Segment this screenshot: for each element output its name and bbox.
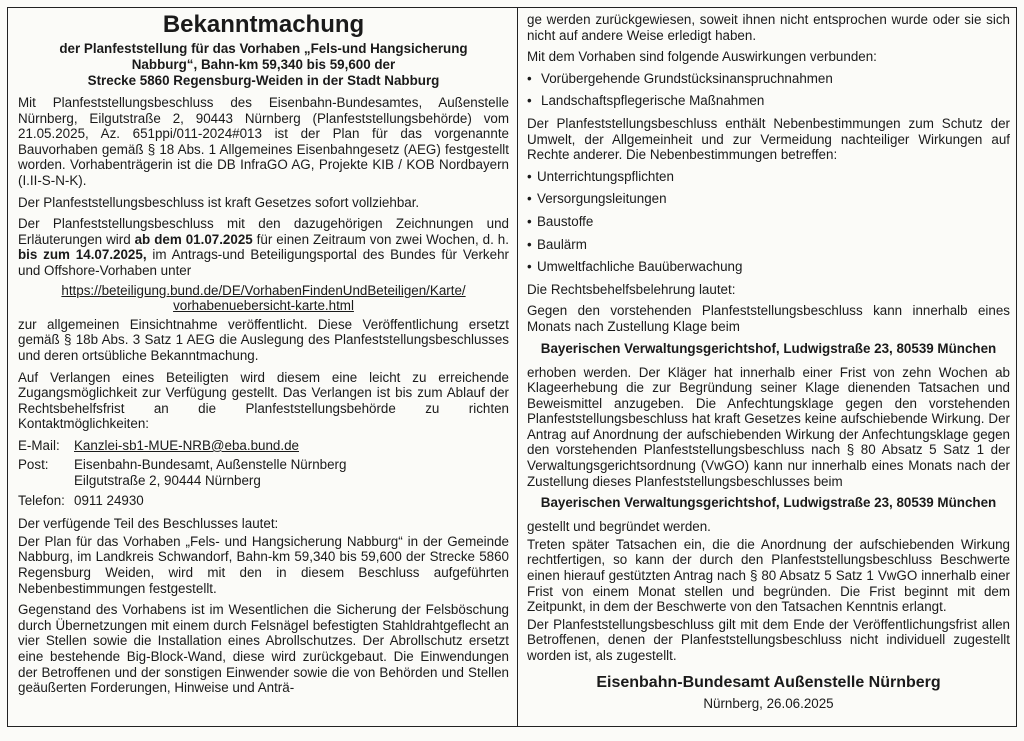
list-item: • Baustoffe: [527, 213, 594, 229]
end-date: bis zum 14.07.2025,: [18, 247, 147, 263]
email-link[interactable]: Kanzlei-sb1-MUE-NRB@eba.bund.de: [74, 437, 299, 453]
paragraph-provisions-intro: Der Planfeststellungsbeschluss enthält Nebenbestimmungen zum Schutz der Umwelt, der Allgemeinheit und zur Vermeidung nachteiliger Wirkungen auf Rechte anderer. Die Nebenbestimmungen betreffen:: [527, 115, 1010, 163]
paragraph-operative-intro: Der verfügende Teil des Beschlusses lautet:: [18, 516, 279, 532]
list-item: • Vorübergehende Grundstücksinanspruchnahmen: [527, 70, 833, 86]
notice-subtitle: [18, 41, 509, 89]
paragraph-effects-intro: Mit dem Vorhaben sind folgende Auswirkungen verbunden:: [527, 49, 877, 65]
phone-label: Telefon:: [18, 492, 65, 508]
authority-signature: Eisenbahn-Bundesamt Außenstelle Nürnberg: [596, 673, 941, 691]
paragraph-filed: gestellt und begründet werden.: [527, 519, 711, 535]
paragraph-project-subject: Gegenstand des Vorhabens ist im Wesentlichen die Sicherung der Felsböschung durch Übernetzungen mit einem durch Felsnägel befestigten Stahldrahtgeflecht an vier Stellen sowie die Installation eines Abrollschutzes. Der Abrollschutz ersetzt eine bestehende Big-Block-Wand, diese wird zurückgebaut. Die Einwendungen der Betroffenen und der sonstigen Einwender sowie die von Behörden und Stellen geäußerten Forderungen, Hinweise und Anträ-: [18, 602, 509, 696]
paragraph-lawsuit: Gegen den vorstehenden Planfeststellungsbeschluss kann innerhalb eines Monats nach Zustellung Klage beim: [527, 303, 1010, 334]
post-address: Eisenbahn-Bundesamt, Außenstelle Nürnberg Eilgutstraße 2, 90444 Nürnberg: [74, 457, 347, 489]
paragraph-access-request: Auf Verlangen eines Beteiligten wird diesem eine leicht zu erreichende Zugangsmöglichkeit zur Verfügung gestellt. Das Verlangen ist bis zum Ablauf der Rechtsbehelfsfrist an die Planfeststellungsbehörde zu richten Kontaktmöglichkeiten:: [18, 369, 509, 432]
paragraph-legal-remedy-intro: Die Rechtsbehelfsbelehrung lautet:: [527, 281, 736, 297]
paragraph-objections: ge werden zurückgewiesen, soweit ihnen nicht entsprochen wurde oder sie sich nicht auf andere Weise erledigt haben.: [527, 12, 1010, 43]
contact-table: [18, 438, 346, 512]
notice-title: Bekanntmachung: [162, 11, 365, 38]
paragraph-deemed-served: Der Planfeststellungsbeschluss gilt mit dem Ende der Veröffentlichungsfrist allen Betroffenen, denen der Planfeststellungsbeschluss nicht individuell zugestellt worden ist, als zugestellt.: [527, 616, 1010, 663]
list-item: • Umweltfachliche Bauüberwachung: [527, 259, 743, 275]
list-item: • Unterrichtungspflichten: [527, 168, 674, 184]
paragraph-later-facts: Treten später Tatsachen ein, die die Anordnung der aufschiebenden Wirkung rechtfertigen, so kann der durch den Planfeststellungsbeschluss Beschwerte einen hierauf gestützten Antrag nach § 80 Absatz 5 Satz 1 VwGO innerhalb einer Frist von einem Monat stellen und begründen. Die Frist beginnt mit dem Zeitpunkt, in dem der Beschwerte von den Tatsachen Kenntnis erlangt.: [527, 536, 1010, 615]
start-date: ab dem 01.07.2025: [134, 231, 253, 247]
right-column: [517, 8, 1016, 726]
list-item: • Versorgungsleitungen: [527, 191, 667, 207]
list-item: • Baulärm: [527, 236, 587, 252]
portal-link[interactable]: https://beteiligung.bund.de/DE/VorhabenFindenUndBeteiligen/Karte/ vorhabenuebersicht-karte.html: [61, 282, 466, 314]
paragraph-enforceable: Der Planfeststellungsbeschluss ist kraft Gesetzes sofort vollziehbar.: [18, 194, 420, 210]
list-item: • Landschaftspflegerische Maßnahmen: [527, 93, 765, 109]
subtitle-line-1: der Planfeststellung für das Vorhaben „Fels-und Hangsicherung: [59, 41, 468, 56]
paragraph-online-publication: zur allgemeinen Einsichtnahme veröffentlicht. Diese Veröffentlichung ersetzt gemäß § 18b Abs. 3 Satz 1 AEG die Auslegung des Planfeststellungsbeschlusses und deren ortsübliche Bekanntmachung.: [18, 316, 509, 363]
post-label: Post:: [18, 457, 49, 473]
effects-list: [527, 71, 1010, 109]
paragraph-operative-part: Der Plan für das Vorhaben „Fels- und Hangsicherung Nabburg“ in der Gemeinde Nabburg, im Landkreis Schwandorf, Bahn-km 59,340 bis 59,600 der Strecke 5860 Regensburg Weiden, wird mit den in diesem Beschluss aufgeführten Nebenbestimmungen festgestellt.: [18, 533, 509, 596]
contact-phone-row: [18, 493, 346, 513]
paragraph-publication: Der Planfeststellungsbeschluss mit den dazugehörigen Zeichnungen und Erläuterungen wird ab dem 01.07.2025 für einen Zeitraum von zwei Wochen, d. h. bis zum 14.07.2025, im Antrags-und Beteiligungsportal des Bundes für Verkehr und Offshore-Vorhaben unter: [18, 216, 509, 278]
paragraph-lawsuit-details: erhoben werden. Der Kläger hat innerhalb einer Frist von zehn Wochen ab Klageerhebung die zur Begründung seiner Klage dienenden Tatsachen und Beweismittel anzugeben. Die Anfechtungsklage gegen den vorstehenden Planfeststellungsbeschluss hat kraft Gesetzes keine aufschiebende Wirkung. Der Antrag auf Anordnung der aufschiebenden Wirkung der Anfechtungsklage gegen den vorstehenden Planfeststellungsbeschluss nach § 80 Absatz 5 Satz 1 der Verwaltungsgerichtsordnung (VwGO) kann nur innerhalb eines Monats nach der Zustellung dieses Planfeststellungsbeschlusses beim: [527, 364, 1010, 489]
contact-post-row: [18, 457, 346, 492]
court-address: Bayerischen Verwaltungsgerichtshof, Ludwigstraße 23, 80539 München: [540, 340, 997, 356]
provisions-list: [527, 169, 1010, 275]
phone-number: 0911 24930: [74, 492, 144, 508]
subtitle-line-3: Strecke 5860 Regensburg-Weiden in der Stadt Nabburg: [87, 73, 440, 88]
court-address-second: Bayerischen Verwaltungsgerichtshof, Ludwigstraße 23, 80539 München: [540, 495, 997, 511]
issue-date: Nürnberg, 26.06.2025: [703, 695, 834, 711]
paragraph-decision: Mit Planfeststellungsbeschluss des Eisenbahn-Bundesamtes, Außenstelle Nürnberg, Eilgutstraße 2, 90443 Nürnberg (Planfeststellungsbehörde) vom 21.05.2025, Az. 651ppi/011-2024#013 ist der Plan für das vorgenannte Bauvorhaben gemäß § 18 Abs. 1 Allgemeines Eisenbahngesetz (AEG) festgestellt worden. Vorhabenträgerin ist die DB InfraGO AG, Projekte KIB / KOB Nordbayern (I.II-S-N-K).: [18, 95, 509, 188]
notice-page: [7, 7, 1017, 727]
email-label: E-Mail:: [18, 437, 60, 453]
subtitle-line-2: Nabburg“, Bahn-km 59,340 bis 59,600 der: [131, 57, 396, 72]
left-column: [8, 8, 517, 726]
contact-email-row: [18, 438, 346, 458]
